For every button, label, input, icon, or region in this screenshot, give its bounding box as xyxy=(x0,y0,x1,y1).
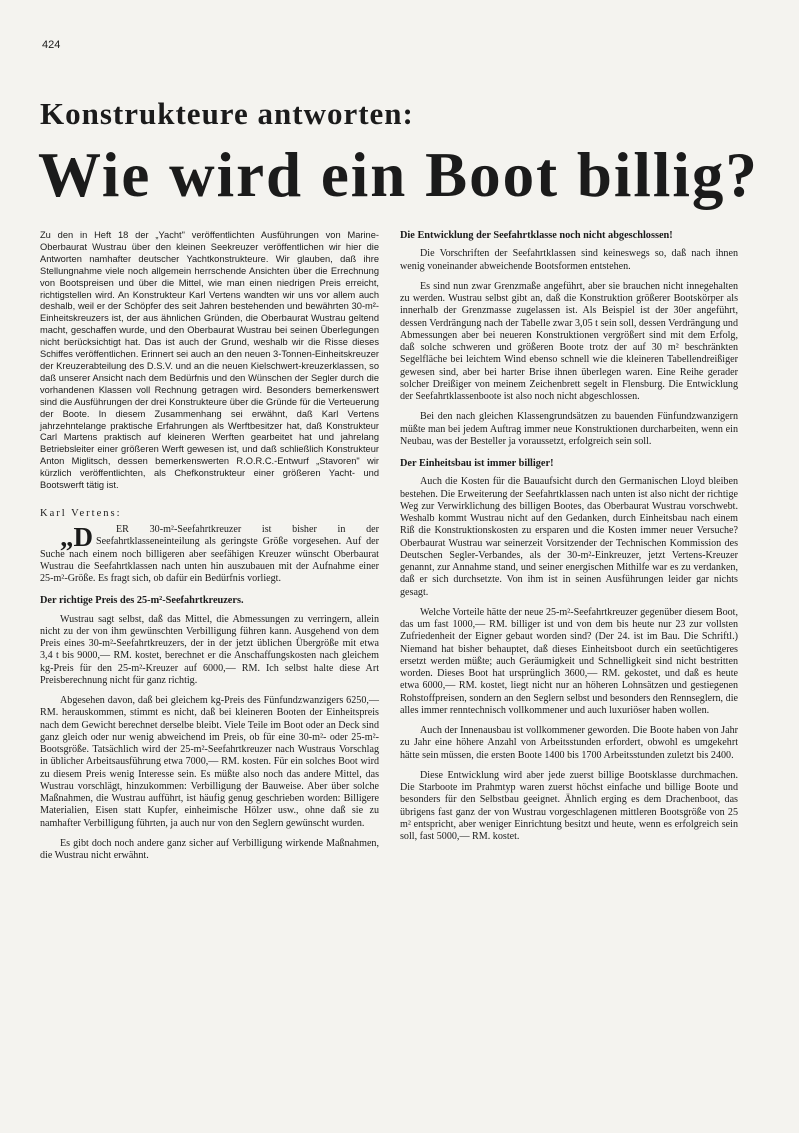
article-paragraph: Bei den nach gleichen Klassengrundsätzen zu bauenden Fünfundzwanzigern müßte man bei jedem Auftrag immer neue Konstruktionen durcharbeiten, wenn ein Neubau, was der Besteller ja voraussetzt, erfolgreich sein soll. xyxy=(400,411,738,447)
kicker-title: Konstrukteure antworten: xyxy=(40,96,414,131)
drop-cap: „D xyxy=(60,522,93,553)
author-byline: Karl Vertens: xyxy=(40,507,122,519)
section-heading: Der richtige Preis des 25-m²-Seefahrtkreuzers. xyxy=(40,595,244,607)
right-column xyxy=(400,230,738,851)
article-paragraph: Auch der Innenausbau ist vollkommener geworden. Die Boote haben von Jahr zu Jahr eine höhere Anzahl von Arbeitsstunden erfordert, obwohl es umgekehrt hätte sein müssen, die ersten Boote 1400 bis 1700 Arbeitsstunden zuletzt bis 2400. xyxy=(400,725,738,761)
section-heading: Der Einheitsbau ist immer billiger! xyxy=(400,458,554,469)
paragraph-text: ER 30-m²-Seefahrtkreuzer ist bisher in der Seefahrtklasseneinteilung als geringste Größe vorgesehen. Auf der Suche nach einem noch billigeren aber seefähigen Kreuzer wünscht Oberbaurat Wustrau die Seefahrtklassen nach unten hin auszubauen mit der Aufnahme einer 25-m²-Größe. Es fragt sich, ob dafür ein Bedürfnis vorliegt. xyxy=(40,524,379,585)
article-paragraph: Diese Entwicklung wird aber jede zuerst billige Bootsklasse durchmachen. Die Starboote im Prahmtyp waren zuerst höchst einfache und billige Boote und besonders für den Selbstbau geeignet. Ähnlich erging es dem Drachenboot, das übrigens fast ganz der von Wustrau vorgeschlagenen mittleren Bootsgröße von 25 m² entspricht, aber weniger Einrichtung besitzt und heute, wenn es erfolgreich sein soll, fast 5000,— RM. kostet. xyxy=(400,769,738,842)
article-paragraph: Welche Vorteile hätte der neue 25-m²-Seefahrtkreuzer gegenüber diesem Boot, das um fast 1000,— RM. billiger ist und von dem bis heute nur 23 zur vollsten Zufriedenheit der Eigner gebaut worden sind? (Der 24. ist im Bau. Die Schriftl.) Niemand hat bisher behauptet, daß dieses Einheitsboot durch ein seetüchtigeres ersetzt werden müßte; auch Geräumigkeit und Schnelligkeit sind nicht bestritten worden. Dieses Boot hat ursprünglich 3600,— RM. gekostet, und daß es heute etwa 6000,— RM. kostet, liegt nicht nur an höheren Lohnsätzen und gestiegenen Rohstoffpreisen, sondern an den Seglern selbst und besonders den Rennseglern, die alles immer renntechnisch vollkommener und auch luxuriöser haben wollen. xyxy=(400,606,738,716)
section-heading: Die Entwicklung der Seefahrtklasse noch nicht abgeschlossen! xyxy=(400,230,673,241)
article-paragraph: Abgesehen davon, daß bei gleichem kg-Preis des Fünfundzwanzigers 6250,— RM. herauskommen, stimmt es nicht, daß bei kleineren Booten der Einheitspreis nach dem Gewicht berechnet derselbe bleibt. Viele Teile im Boot oder an Deck sind ganz gleich oder nur wenig abweichend im Preis, ob für eine 30-m²- oder 25-m²-Bootsgröße. Tatsächlich wird der 25-m²-Seefahrtkreuzer nach Wustraus Vorschlag in üblicher Arbeitsausführung etwa 7000,— RM. kosten. Für ein solches Boot wird zu diesem Preis wenig Interesse sein. Es müßte also noch das andere Mittel, das Wustrau vorschlägt, hinzukommen: Verbilligung der Bauweise. Aber über solche Maßnahmen, die Wustrau aufführt, ist häufig genug geschrieben worden: Billigere Materialien, Eisen statt Kupfer, einheimische Hölzer usw., ohne daß sie zu namhafter Verbilligung führten, ja auch nur von den Seglern gewünscht wurden. xyxy=(40,695,379,829)
article-paragraph: Es sind nun zwar Grenzmaße angeführt, aber sie brauchen nicht innegehalten zu werden. Wustrau selbst gibt an, daß die Konstruktion größerer Bootskörper als innerhalb der Grenzmasse zugelassen ist. Als Beispiel ist der 30er angeführt, dessen Verdrängung nach der Tabelle zwar 3,05 t sein soll, dessen Verdrängung und Abmessungen aber bei neueren Konstruktionen vergrößert sind mit dem Erfolg, daß solche schweren und größeren Boote trotz der auf 30 m² beschränkten Segelfläche bei leichtem Wind ebenso schnell wie die kleineren Tabellendreißiger gewesen sind, aber bei harter Brise ihnen überlegen waren. Eine Reihe gerader solcher Dreißiger von meinem Zeichenbrett segelt in Flensburg. Die Entwicklung der Seefahrtklassenboote ist also noch nicht abgeschlossen. xyxy=(400,280,738,402)
article-paragraph: Wustrau sagt selbst, daß das Mittel, die Abmessungen zu verringern, allein nicht zu der von ihm gewünschten Verbilligung führen kann. Ausgehend von dem Preis eines 30-m²-Seefahrtkreuzers, der in der jetzt üblichen Übergröße mit etwa 3,4 t bis 9000,— RM. kostet, berechnet er die Anschaffungskosten nach gleichem kg-Preis für den 25-m²-Kreuzer auf 6000,— RM. Ich selbst halte diese Art Preisberechnung nicht für ganz richtig. xyxy=(40,613,379,686)
article-paragraph: Die Vorschriften der Seefahrtklassen sind keineswegs so, daß nach ihnen wenig voneinander abweichende Bootsformen entstehen. xyxy=(400,248,738,272)
left-column xyxy=(40,230,379,870)
article-paragraph: Es gibt doch noch andere ganz sicher auf Verbilligung wirkende Maßnahmen, die Wustrau nicht erwähnt. xyxy=(40,837,379,862)
intro-paragraph: Zu den in Heft 18 der „Yacht" veröffentlichten Ausführungen von Marine-Oberbaurat Wustrau über den kleinen Seekreuzer veröffentlichen wir hier die Antworten namhafter deutscher Yachtkonstrukteure. Wir glauben, daß ihre Stellungnahme viele noch allgemein herrschende Ansichten über die Errechnung von Bootspreisen und über die Mittel, wie man einen niedrigen Preis erreicht, richtigstellen wird. An Konstrukteur Karl Vertens wandten wir uns vor allem auch deshalb, weil er der Schöpfer des seit Jahren bestehenden und bewährten 30-m²-Einheitskreuzers ist, der aus ähnlichen Gründen, die Oberbaurat Wustrau geltend macht, geschaffen wurde, und den Oberbaurat Wustrau bei seinen Überlegungen nicht berücksichtigt hat. Das ist auch der Grund, weshalb wir die Risse dieses Schiffes veröffentlichen. Erinnert sei auch an den neuen 3-Tonnen-Einheitskreuzer der Kreuzerabteilung des D.S.V. und an die neuen Kielschwert-kreuzerklassen, so daß unserer Ansicht nach dem Bedürfnis und den Wünschen der Segler durch die vorhandenen Klassen voll Rechnung getragen wird. Besonders bemerkenswert sind die Ausführungen der drei Konstrukteure über die Gründe für die Verteuerung der Boote. In diesem Zusammenhang sei erwähnt, daß Karl Vertens jahrzehntelange praktische Erfahrungen als Werftbesitzer hat, daß Konstrukteur Carl Martens praktisch auf kleineren Werften gearbeitet hat und jahrelang Betriebsleiter einer größeren Werft gewesen ist, und daß schließlich Konstrukteur Anton Miglitsch, dessen bemerkenswerten R.O.R.C.-Entwurf „Stavoren" wir kürzlich veröffentlichten, als Chefkonstrukteur einer größeren Yacht- und Bootswerft tätig ist. xyxy=(40,230,379,491)
article-paragraph: Auch die Kosten für die Bauaufsicht durch den Germanischen Lloyd bleiben bestehen. Die Erweiterung der Seefahrtklassen nach unten ist also nicht der richtige Weg zur Verwirklichung des billigen Bootes, das Oberbaurat Wustrau vorschwebt. Weshalb kommt Wustrau nicht auf den Gedanken, durch Einheitsbau nach einem Riß die Konstruktionskosten zu ersparen und die Kosten immer neuer Versuche? Oberbaurat Wustrau war seinerzeit Vorsitzender der Technischen Kommission des Deutschen Segler-Verbandes, als der 30-m²-Einkreuzer, jetzt Vertens-Kreuzer genannt, zur Annahme stand, und seiner energischen Mithilfe war es zu verdanken, daß er sich durchsetzte. Von ihm ist in seinen Ausführungen leider gar nichts gesagt. xyxy=(400,476,738,598)
headline: Wie wird ein Boot billig? xyxy=(38,140,759,210)
article-paragraph xyxy=(40,524,379,585)
page-number: 424 xyxy=(42,39,61,51)
